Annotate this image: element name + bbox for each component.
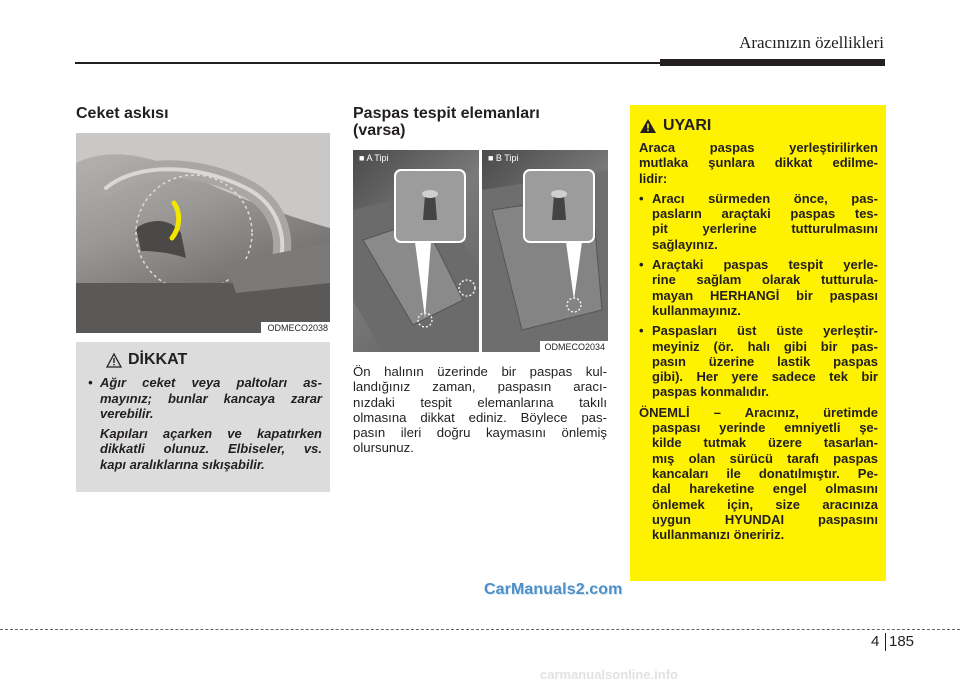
coat-hook-photo <box>76 133 330 333</box>
page-number-separator <box>885 633 886 651</box>
warning-triangle-icon <box>639 118 657 134</box>
warning-line: kullanmayınız. <box>652 302 741 318</box>
section-heading-ceket: Ceket askısı <box>76 105 169 122</box>
warning-line: mutlaka şunlara dikkat edilme- <box>639 155 878 171</box>
warning-line: Araca paspas yerleştirilirken <box>639 140 878 155</box>
warning-line: gibi). Her yere sadece tek bir <box>652 369 878 385</box>
heading-line: (varsa) <box>353 122 406 139</box>
body-line: Ön halının üzerinde bir paspas kul- <box>353 364 607 379</box>
chapter-number: 4 <box>871 633 880 650</box>
mat-type-a-label: ■ A Tipi <box>359 153 389 163</box>
caution-text <box>88 375 322 472</box>
body-line: olursunuz. <box>353 440 414 456</box>
warning-box <box>630 105 886 581</box>
warning-line: kancaları ile donatılmıştır. Pe- <box>652 465 878 481</box>
warning-line: Araçtaki paspas tespit yerle- <box>652 257 878 273</box>
warning-line: Aracı sürmeden önce, pas- <box>652 190 878 206</box>
warning-line: kullanmanızı öneririz. <box>652 527 785 543</box>
warning-bullet <box>639 323 878 399</box>
body-line: olmasına dikkat ediniz. Böylece pas- <box>353 409 607 425</box>
warning-line: önlemek için, size aracınıza <box>652 496 878 512</box>
mat-hook-illustration <box>482 150 608 352</box>
bottom-watermark: carmanualsonline.info <box>540 667 678 682</box>
page-number: 185 <box>889 633 915 650</box>
warning-line: rine sağlam olarak tutturula- <box>652 272 878 288</box>
warning-line: pit yerlerine tutturulmasını <box>652 221 878 237</box>
caution-line: Kapıları açarken ve kapatırken <box>100 425 322 441</box>
warning-bullet <box>639 191 878 252</box>
photo-code-label: ODMECO2038 <box>261 322 330 333</box>
bullet-mark: • <box>639 190 644 206</box>
heading-line: Paspas tespit elemanları <box>353 105 540 122</box>
caution-line: Ağır ceket veya paltoları as- <box>100 375 322 390</box>
chapter-title: Aracınızın özellikleri <box>739 33 884 52</box>
body-line: pasın ileri doğru kaymasını önlemiş <box>353 425 607 441</box>
warning-line: dal hareketine engel olmasını <box>652 481 878 497</box>
caution-item <box>88 375 322 422</box>
caution-line: dikkatli olunuz. Elbiseler, vs. <box>100 441 322 456</box>
bullet-mark: • <box>88 375 93 390</box>
watermark-link[interactable]: CarManuals2.com <box>484 581 623 598</box>
warning-line: mayan HERHANGİ bir paspası <box>652 287 878 303</box>
caution-title-text: DİKKAT <box>128 351 188 368</box>
warning-line: paspası yerinde emniyetli şe- <box>652 420 878 436</box>
warning-line: meyiniz (ör. halı gibi bir pas- <box>652 338 878 354</box>
mat-type-a-photo <box>353 150 479 352</box>
warning-important-body <box>639 420 878 542</box>
caution-title <box>106 351 322 369</box>
warning-line: ÖNEMLİ – Aracınız, üretimde <box>639 404 878 420</box>
warning-text <box>639 140 878 542</box>
warning-line: pasın üzerine lastik paspas <box>652 353 878 369</box>
bullet-mark: • <box>639 323 644 339</box>
warning-important <box>639 405 878 543</box>
warning-line: Paspasları üst üste yerleştir- <box>652 323 878 339</box>
warning-line: uygun HYUNDAI paspasını <box>652 511 878 527</box>
warning-title <box>639 117 878 135</box>
caution-line: mayınız; bunlar kancaya zarar <box>100 390 322 406</box>
photo-code-label: ODMECO2034 <box>540 341 608 352</box>
caution-paragraph <box>88 426 322 473</box>
mat-hook-illustration <box>353 150 479 352</box>
warning-line: kilde tutmak üzere tasarlan- <box>652 435 878 451</box>
body-line: landığınız zaman, paspasın aracı- <box>353 379 607 395</box>
footer-rule <box>0 629 960 630</box>
body-line: nızdaki tespit elemanlarına takılı <box>353 394 607 410</box>
caution-line: kapı aralıklarına sıkışabilir. <box>100 456 265 472</box>
warning-intro <box>639 140 878 186</box>
caution-triangle-icon <box>106 353 122 368</box>
warning-line: mış olan sürücü tarafı paspas <box>652 450 878 466</box>
warning-line: sağlayınız. <box>652 236 718 252</box>
caution-box <box>76 342 330 492</box>
warning-title-text: UYARI <box>663 117 712 134</box>
warning-line: lidir: <box>639 170 668 186</box>
caution-line: verebilir. <box>100 406 154 421</box>
header-bar <box>660 59 885 66</box>
mat-body-text <box>353 364 607 456</box>
bullet-mark: • <box>639 257 644 273</box>
mat-type-b-photo <box>482 150 608 352</box>
mat-type-b-label: ■ B Tipi <box>488 153 519 163</box>
coat-hook-illustration <box>76 133 330 333</box>
section-heading-paspas <box>353 105 593 139</box>
warning-line: paspas konmalıdır. <box>652 384 770 400</box>
warning-bullet <box>639 257 878 318</box>
warning-line: pasların araçtaki paspas tes- <box>652 206 878 222</box>
